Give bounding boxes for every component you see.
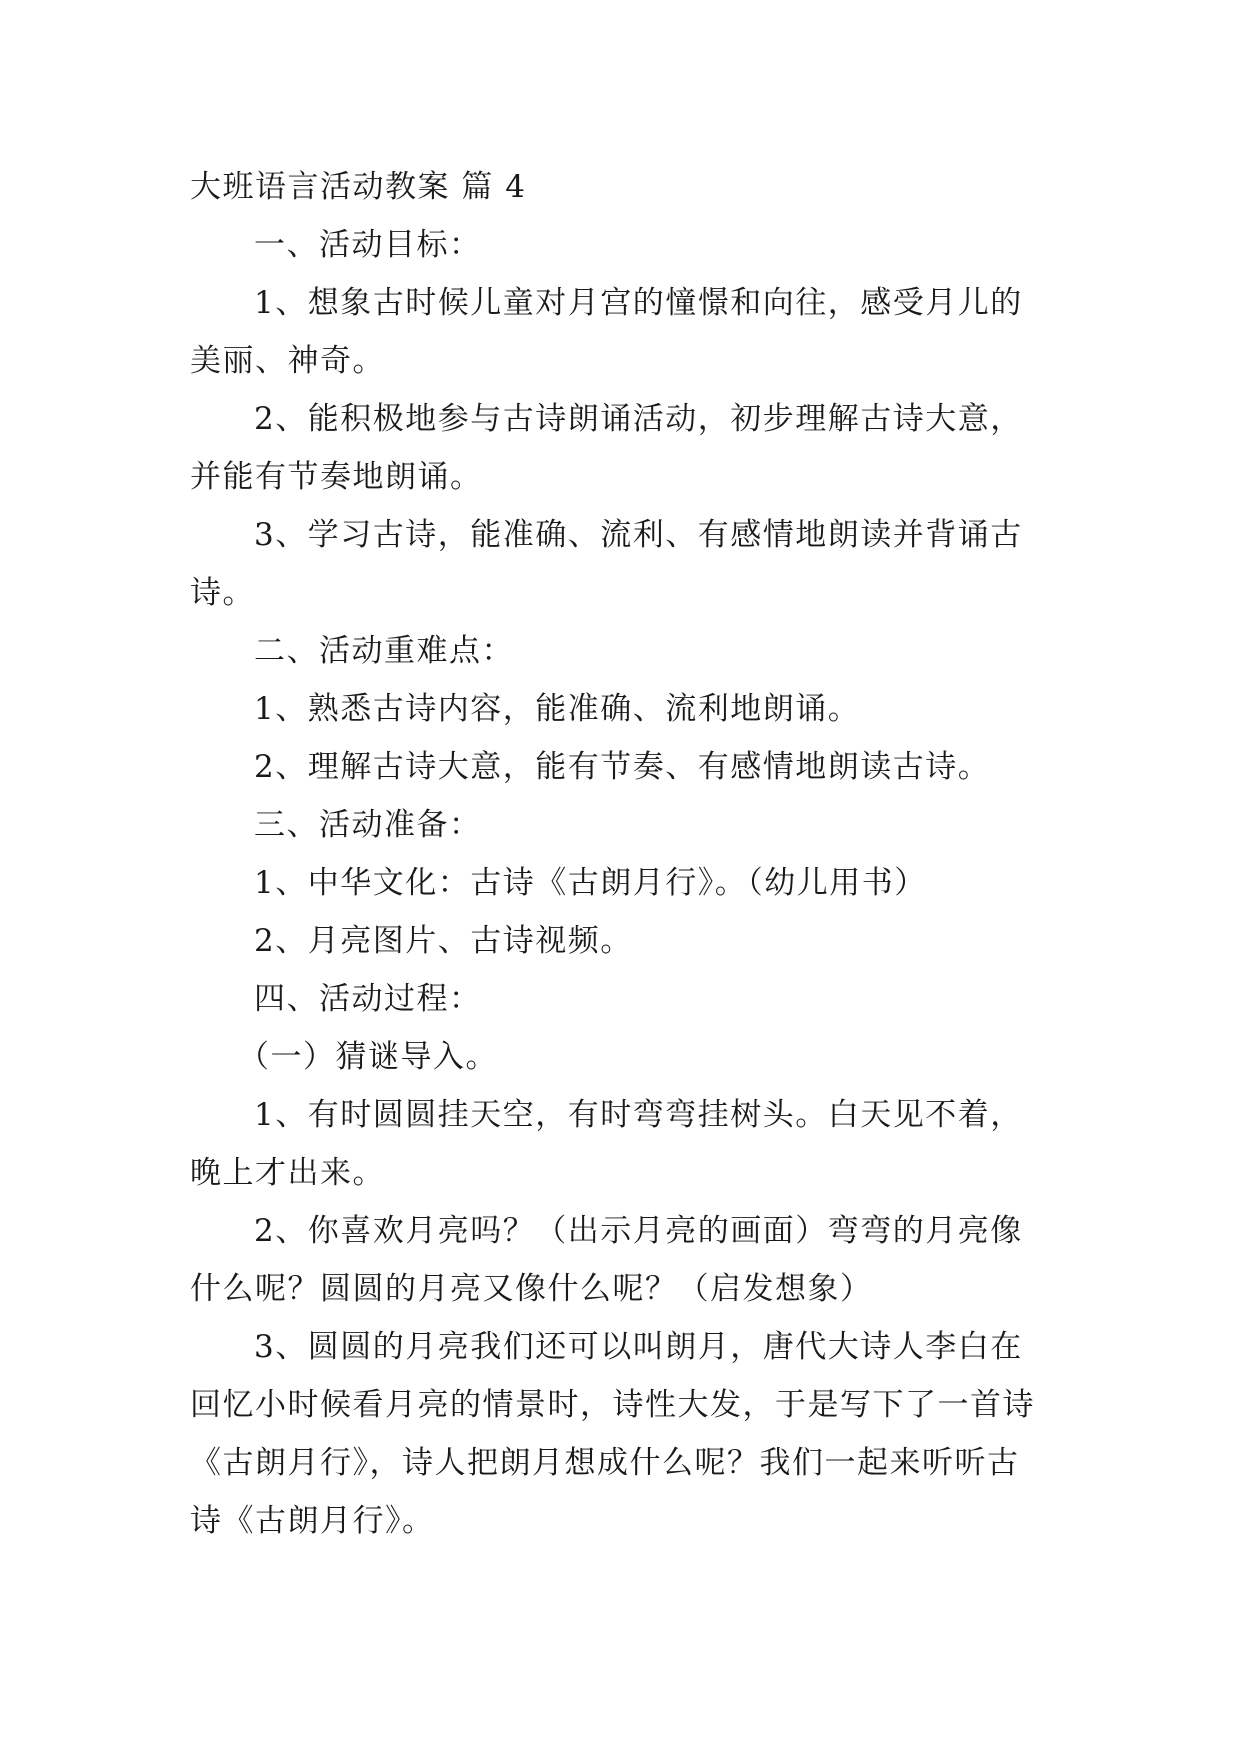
paragraph-line: 并能有节奏地朗诵。 — [190, 459, 483, 495]
section-heading-process: 四、活动过程： — [254, 981, 482, 1017]
document-body — [190, 158, 1052, 1550]
document-title: 大班语言活动教案 篇 4 — [190, 169, 527, 205]
paragraph-line: 3、学习古诗，能准确、流利、有感情地朗读并背诵古 — [254, 517, 1023, 553]
paragraph-line: 3、圆圆的月亮我们还可以叫朗月，唐代大诗人李白在 — [254, 1329, 1023, 1365]
paragraph-line: 诗。 — [190, 575, 255, 611]
paragraph-line: 2、你喜欢月亮吗？（出示月亮的画面）弯弯的月亮像 — [254, 1213, 1023, 1249]
subsection-heading: （一）猜谜导入。 — [238, 1039, 498, 1075]
paragraph-line: 回忆小时候看月亮的情景时，诗性大发，于是写下了一首诗 — [190, 1387, 1035, 1423]
paragraph-line: 2、能积极地参与古诗朗诵活动，初步理解古诗大意， — [254, 401, 1023, 437]
paragraph-line: 什么呢？圆圆的月亮又像什么呢？（启发想象） — [190, 1271, 873, 1307]
paragraph-line: 1、熟悉古诗内容，能准确、流利地朗诵。 — [254, 691, 861, 727]
paragraph-line: 晚上才出来。 — [190, 1155, 385, 1191]
paragraph-line: 1、想象古时候儿童对月宫的憧憬和向往，感受月儿的 — [254, 285, 1023, 321]
paragraph-line: 1、有时圆圆挂天空，有时弯弯挂树头。白天见不着， — [254, 1097, 1023, 1133]
paragraph-line: 美丽、神奇。 — [190, 343, 385, 379]
paragraph-line: 2、月亮图片、古诗视频。 — [254, 923, 633, 959]
paragraph-line: 2、理解古诗大意，能有节奏、有感情地朗读古诗。 — [254, 749, 991, 785]
section-heading-preparation: 三、活动准备： — [254, 807, 482, 843]
paragraph-line: 诗《古朗月行》。 — [190, 1503, 435, 1539]
paragraph-line: 《古朗月行》，诗人把朗月想成什么呢？我们一起来听听古 — [190, 1445, 1020, 1481]
paragraph-line: 1、中华文化：古诗《古朗月行》。（幼儿用书） — [254, 865, 927, 901]
section-heading-key-points: 二、活动重难点： — [254, 633, 514, 669]
section-heading-goals: 一、活动目标： — [254, 227, 482, 263]
